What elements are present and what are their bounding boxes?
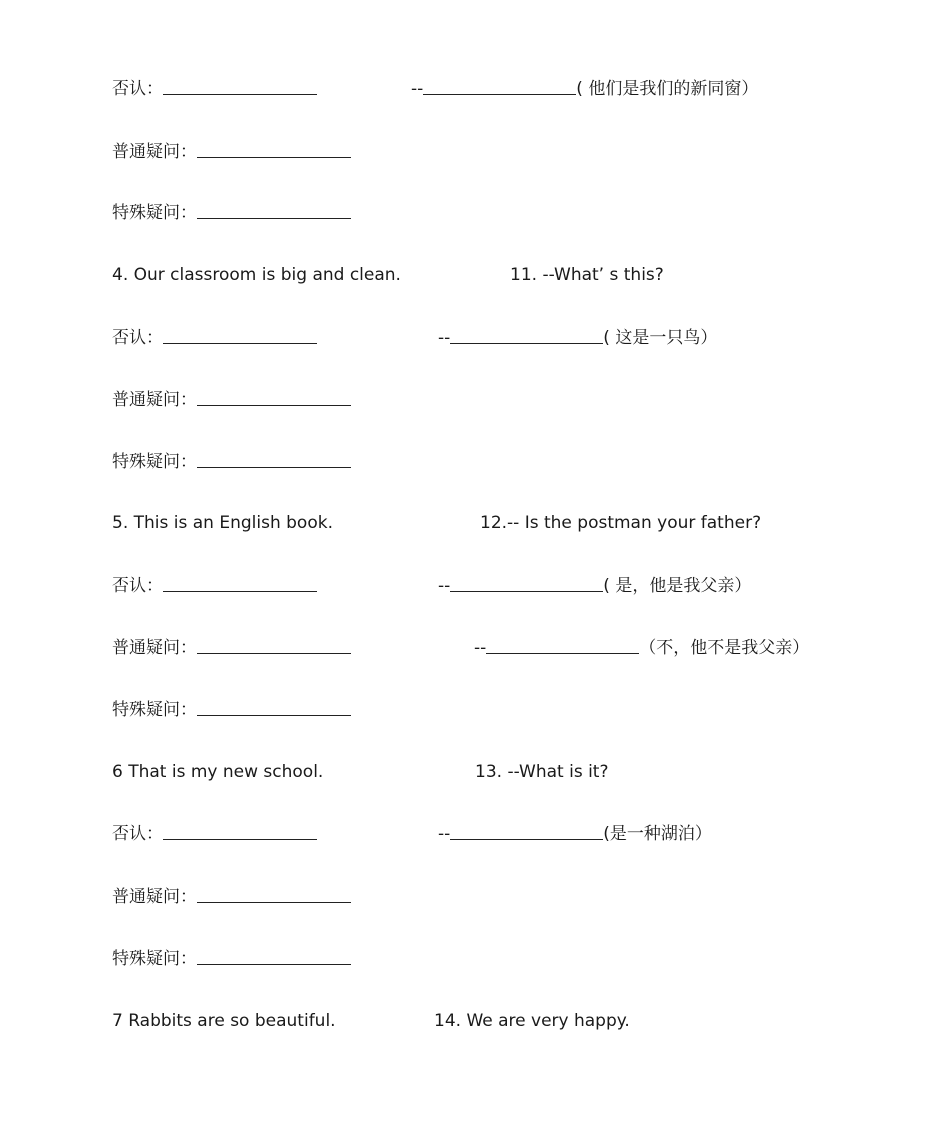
question-sentence — [480, 510, 761, 536]
sentence-text: 12.-- Is the postman your father? — [480, 513, 762, 533]
chinese-hint: ( 这是一只鸟） — [603, 328, 718, 348]
answer-blank[interactable] — [197, 200, 351, 219]
answer-blank[interactable] — [450, 325, 603, 344]
question-sentence — [510, 262, 664, 288]
answer-blank[interactable] — [450, 573, 603, 592]
answer-blank[interactable] — [450, 821, 603, 840]
question-sentence — [112, 759, 323, 785]
row-deny — [112, 573, 317, 599]
dash-prefix: -- — [438, 576, 451, 596]
dash-prefix: -- — [438, 824, 451, 844]
dash-prefix: -- — [411, 79, 424, 99]
row-deny — [112, 821, 317, 847]
chinese-hint: （不，他不是我父亲） — [639, 638, 810, 658]
row-deny — [112, 76, 317, 102]
row-label: 特殊疑问： — [112, 700, 197, 720]
row-answer — [438, 573, 751, 599]
sentence-text: 5. This is an English book. — [112, 513, 333, 533]
row-label: 特殊疑问： — [112, 203, 197, 223]
answer-blank[interactable] — [197, 884, 351, 903]
row-special-question — [112, 200, 351, 226]
answer-blank[interactable] — [197, 697, 351, 716]
question-sentence — [112, 262, 401, 288]
row-answer — [438, 821, 712, 847]
sentence-text: 14. We are very happy. — [434, 1011, 630, 1031]
chinese-hint: ( 是，他是我父亲） — [603, 576, 752, 596]
row-label: 特殊疑问： — [112, 452, 197, 472]
answer-blank[interactable] — [163, 325, 317, 344]
chinese-hint: (是一种湖泊） — [603, 824, 712, 844]
row-general-question — [112, 387, 351, 413]
sentence-text: 7 Rabbits are so beautiful. — [112, 1011, 336, 1031]
answer-blank[interactable] — [163, 76, 317, 95]
answer-blank[interactable] — [163, 573, 317, 592]
row-general-question — [112, 139, 351, 165]
row-label: 普通疑问： — [112, 142, 197, 162]
row-label: 普通疑问： — [112, 638, 197, 658]
row-label: 普通疑问： — [112, 390, 197, 410]
row-answer — [411, 76, 758, 102]
row-special-question — [112, 946, 351, 972]
question-sentence — [112, 1008, 336, 1034]
row-label: 否认： — [112, 79, 163, 99]
dash-prefix: -- — [438, 328, 451, 348]
row-deny — [112, 325, 317, 351]
answer-blank[interactable] — [163, 821, 317, 840]
answer-blank[interactable] — [197, 387, 351, 406]
answer-blank[interactable] — [197, 449, 351, 468]
row-special-question — [112, 697, 351, 723]
row-answer — [438, 325, 717, 351]
row-answer — [474, 635, 809, 661]
chinese-hint: ( 他们是我们的新同窗） — [576, 79, 759, 99]
sentence-text: 6 That is my new school. — [112, 762, 324, 782]
row-label: 普通疑问： — [112, 887, 197, 907]
sentence-text: 13. --What is it? — [475, 762, 609, 782]
row-general-question — [112, 635, 351, 661]
row-label: 特殊疑问： — [112, 949, 197, 969]
answer-blank[interactable] — [423, 76, 576, 95]
question-sentence — [434, 1008, 630, 1034]
row-general-question — [112, 884, 351, 910]
row-label: 否认： — [112, 576, 163, 596]
answer-blank[interactable] — [197, 635, 351, 654]
dash-prefix: -- — [474, 638, 487, 658]
question-sentence — [112, 510, 333, 536]
row-label: 否认： — [112, 328, 163, 348]
row-special-question — [112, 449, 351, 475]
row-label: 否认： — [112, 824, 163, 844]
answer-blank[interactable] — [197, 139, 351, 158]
answer-blank[interactable] — [197, 946, 351, 965]
question-sentence — [475, 759, 609, 785]
sentence-text: 11. --What’ s this? — [510, 265, 664, 285]
sentence-text: 4. Our classroom is big and clean. — [112, 265, 401, 285]
answer-blank[interactable] — [486, 635, 639, 654]
